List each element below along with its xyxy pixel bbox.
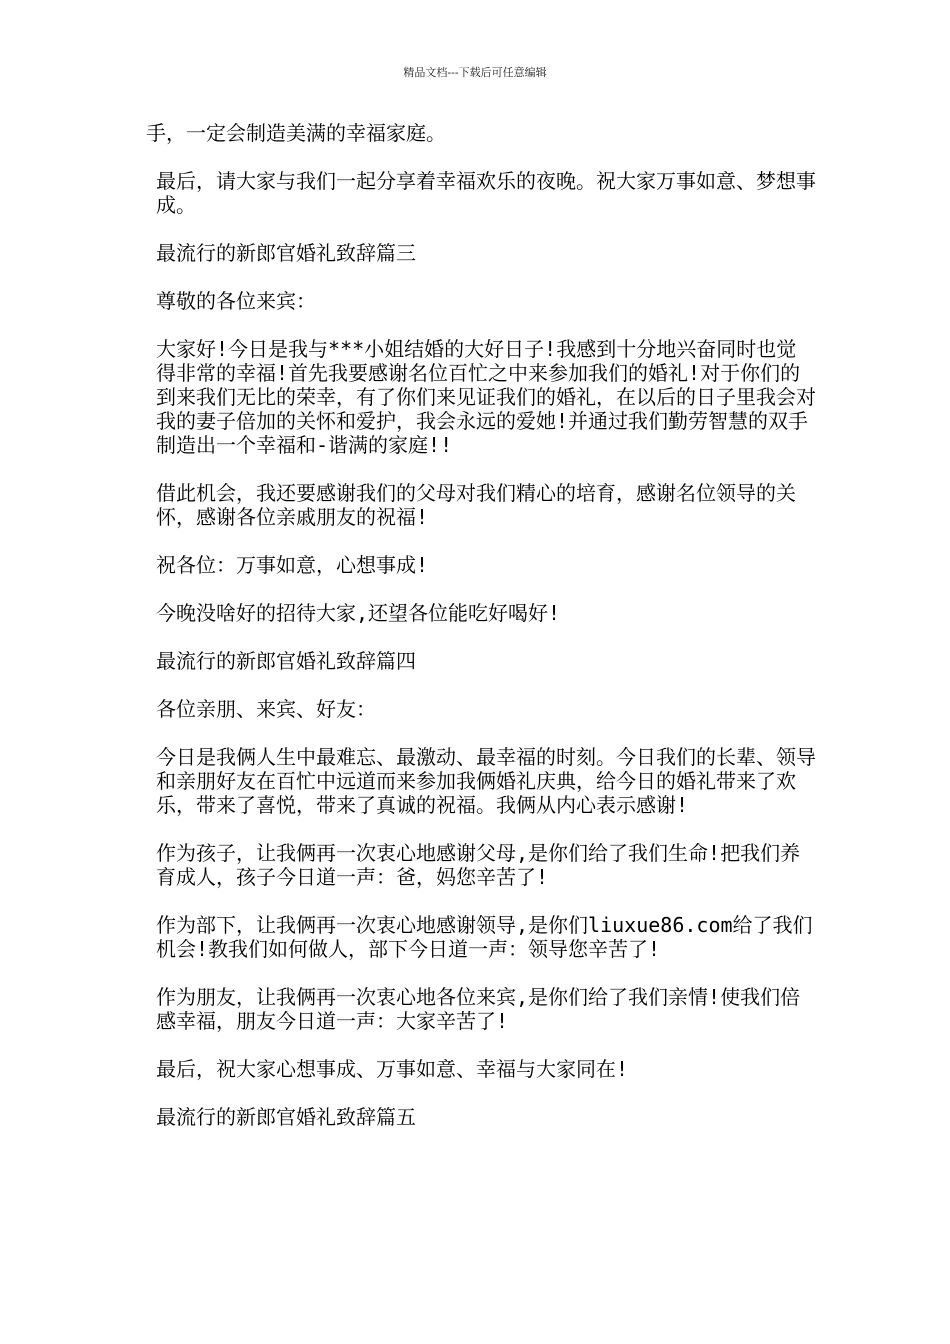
paragraph: 最后，祝大家心想事成、万事如意、幸福与大家同在! <box>156 1057 629 1081</box>
section-heading: 最流行的新郎官婚礼致辞篇五 <box>156 1105 416 1129</box>
paragraph: 作为部下，让我俩再一次衷心地感谢领导,是你们liuxue86.com给了我们机会!教我们如何做人，部下今日道一声：领导您辛苦了! <box>156 913 813 961</box>
salutation: 尊敬的各位来宾： <box>156 289 316 313</box>
paragraph: 今晚没啥好的招待大家,还望各位能吃好喝好! <box>156 601 561 625</box>
paragraph: 祝各位：万事如意，心想事成! <box>156 553 429 577</box>
section-heading: 最流行的新郎官婚礼致辞篇四 <box>156 649 416 673</box>
paragraph: 作为朋友，让我俩再一次衷心地各位来宾,是你们给了我们亲情!使我们倍感幸福，朋友今日道一声：大家辛苦了! <box>156 985 801 1033</box>
page-header: 精品文档---下载后可任意编辑 <box>403 66 547 79</box>
paragraph: 大家好!今日是我与***小姐结婚的大好日子!我感到十分地兴奋同时也觉得非常的幸福!首先我要感谢名位百忙之中来参加我们的婚礼!对于你们的到来我们无比的荣幸，有了你们来见证我们的婚礼，在以后的日子里我会对我的妻子倍加的关怀和爱护，我会永远的爱她!并通过我们勤劳智慧的双手制造出一个幸福和-谐满的家庭!! <box>156 337 816 457</box>
salutation: 各位亲朋、来宾、好友： <box>156 697 376 721</box>
paragraph: 最后，请大家与我们一起分享着幸福欢乐的夜晚。祝大家万事如意、梦想事成。 <box>156 169 816 217</box>
document-body <box>146 121 816 1129</box>
paragraph: 作为孩子，让我俩再一次衷心地感谢父母,是你们给了我们生命!把我们养育成人，孩子今日道一声：爸，妈您辛苦了! <box>156 841 801 889</box>
paragraph: 今日是我俩人生中最难忘、最激动、最幸福的时刻。今日我们的长辈、领导和亲朋好友在百忙中远道而来参加我俩婚礼庆典，给今日的婚礼带来了欢乐，带来了喜悦，带来了真诚的祝福。我俩从内心表示感谢! <box>156 745 816 817</box>
section-heading: 最流行的新郎官婚礼致辞篇三 <box>156 241 416 265</box>
paragraph: 手，一定会制造美满的幸福家庭。 <box>146 121 446 145</box>
paragraph: 借此机会，我还要感谢我们的父母对我们精心的培育，感谢名位领导的关怀，感谢各位亲戚朋友的祝福! <box>156 481 796 529</box>
